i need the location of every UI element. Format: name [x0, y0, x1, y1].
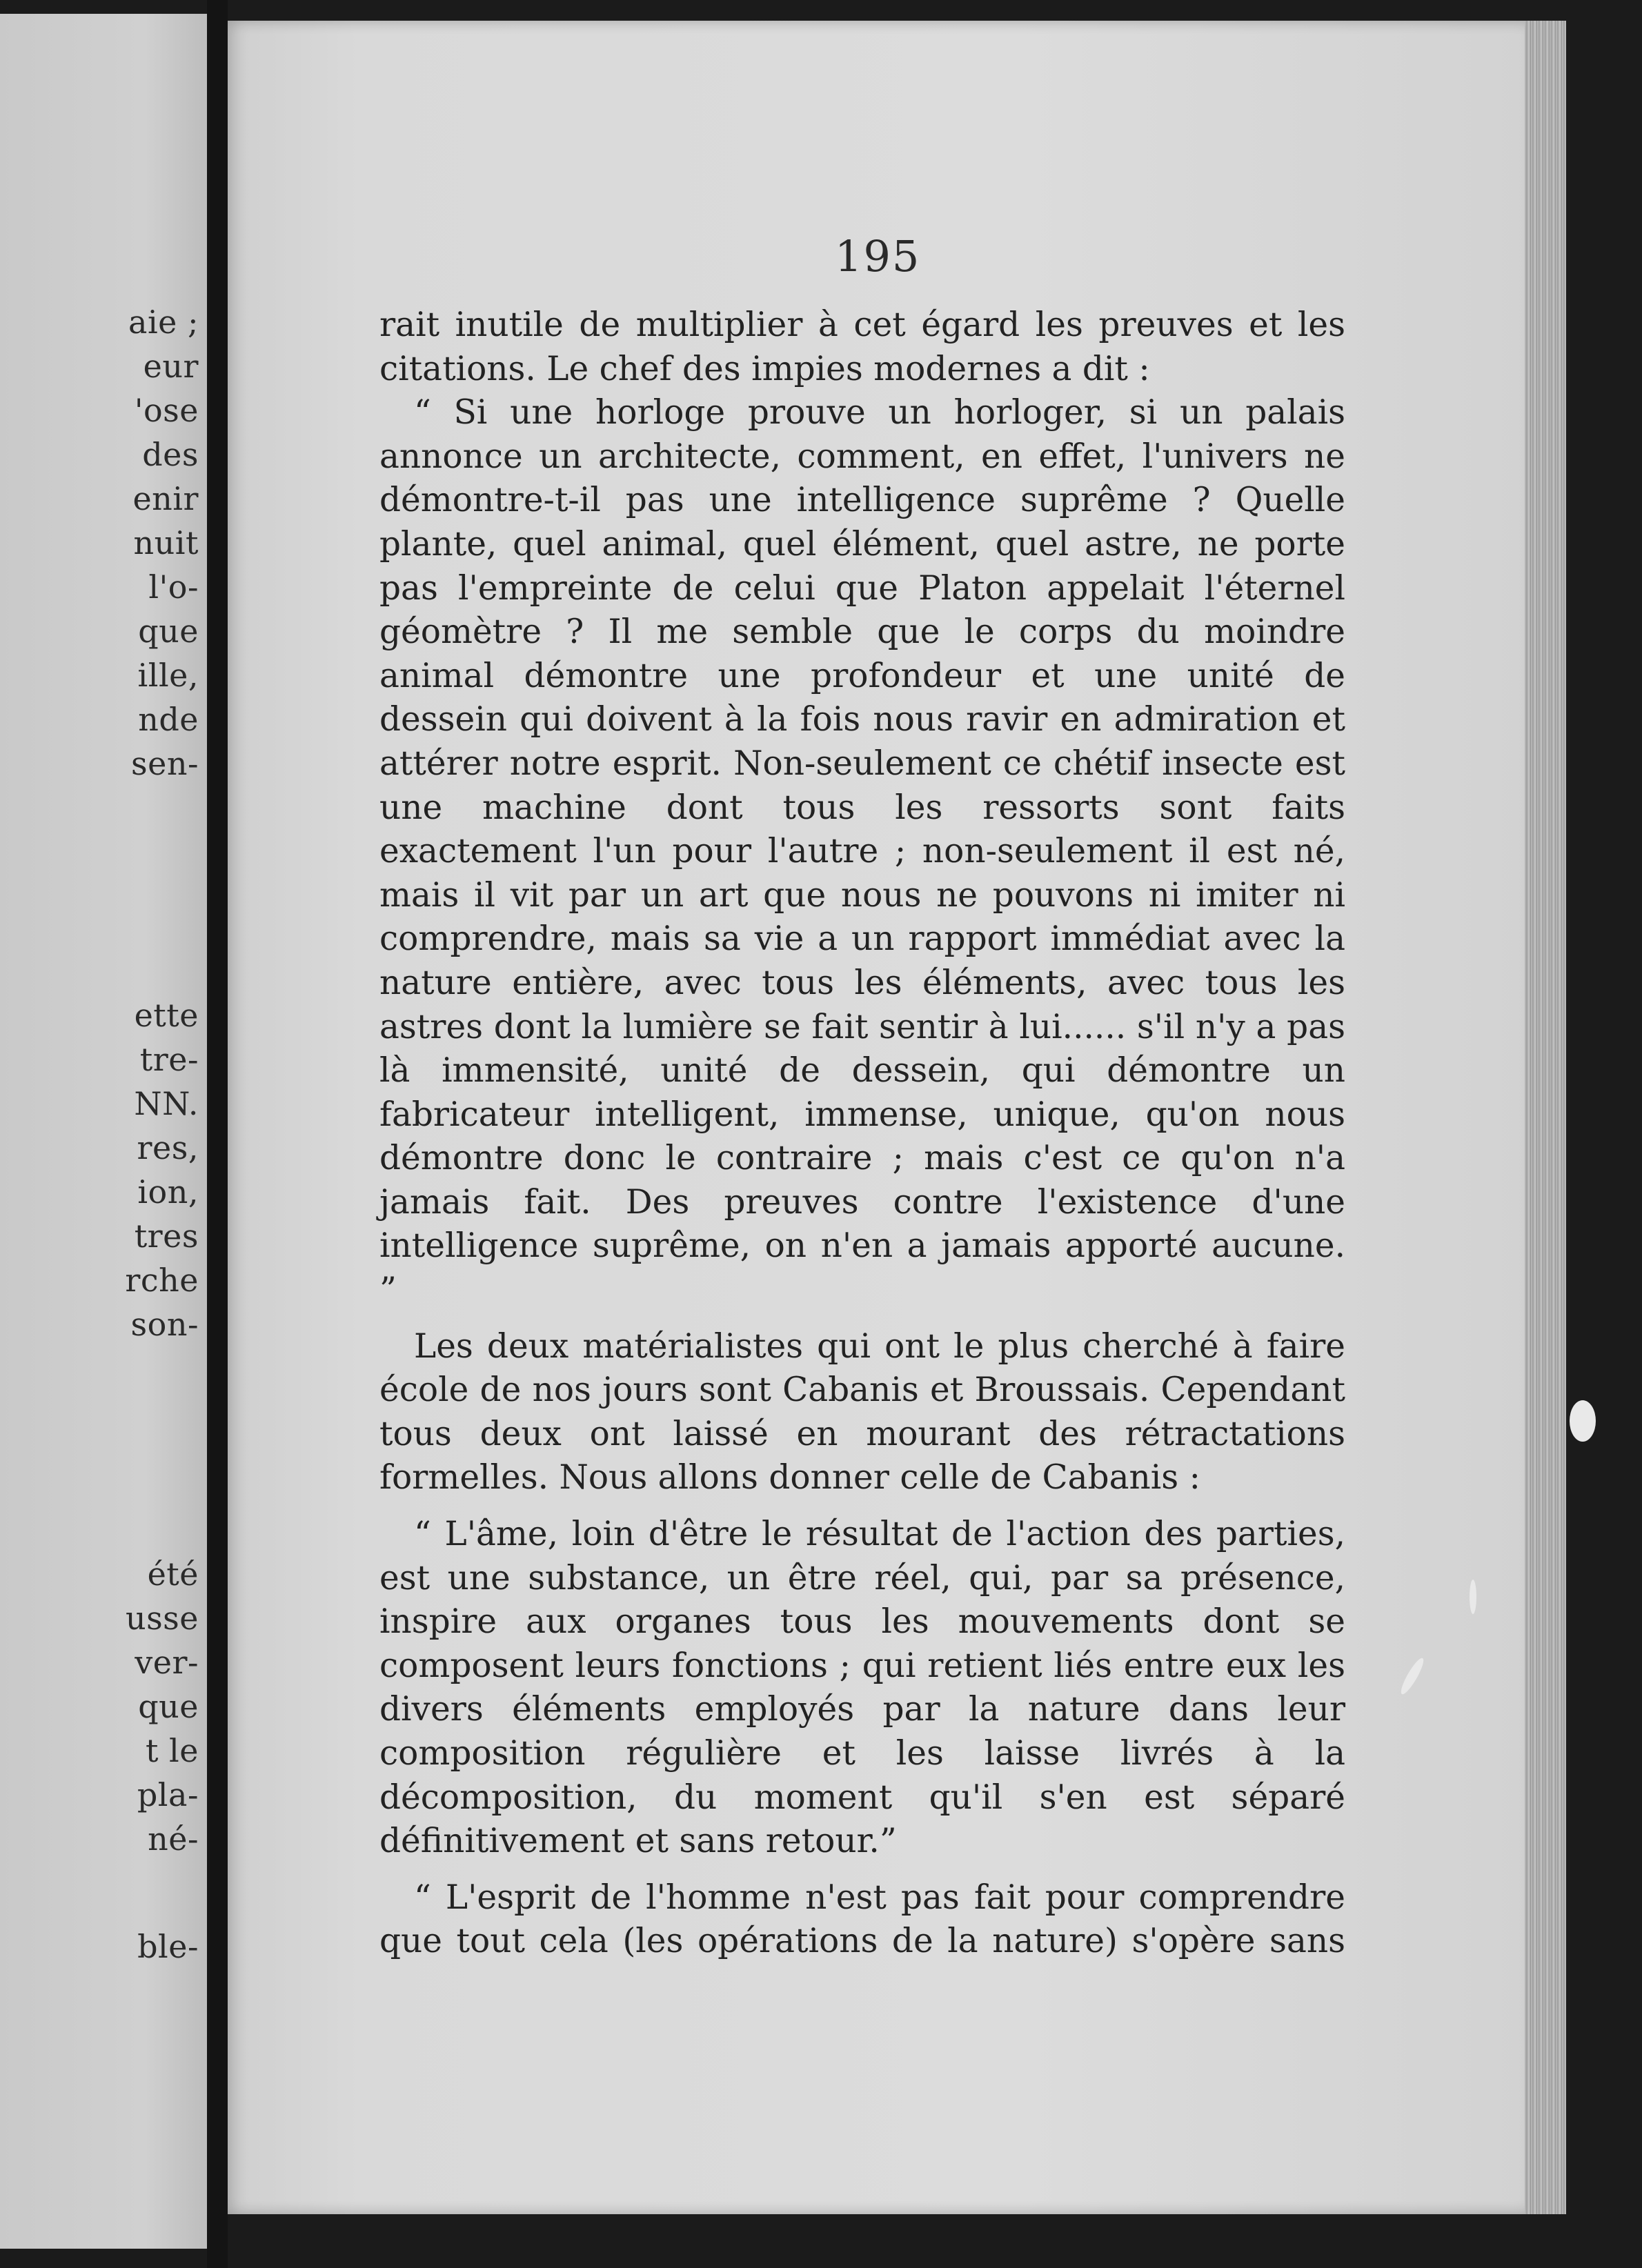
left-line-ending: ver-: [135, 1644, 199, 1681]
left-line-ending: été: [147, 1555, 199, 1593]
scan-speck: [1470, 1580, 1476, 1614]
left-line-ending: né-: [148, 1820, 199, 1858]
left-line-ending: aie ;: [128, 304, 199, 341]
left-line-ending: ble-: [137, 1928, 199, 1965]
left-line-ending: enir: [132, 480, 199, 517]
left-line-ending: son-: [130, 1306, 199, 1343]
left-line-ending: sen-: [131, 745, 199, 782]
book-gutter: [207, 0, 228, 2268]
left-line-ending: res,: [137, 1129, 199, 1166]
paragraph: “ Si une horloge prouve un horloger, si un palais annonce un architecte, comment, en effet, l'univers ne démontre-t-il pas une intelligence suprême ? Quelle plante, quel animal, quel élément, quel astre, ne porte pas l'empreinte de celui que Platon appelait l'éternel géomètre ? Il me semble que le corps du moindre animal démontre une profondeur et une unité de dessein qui doivent à la fois nous ravir en admiration et attérer notre esprit. Non-seulement ce chétif insecte est une machine dont tous les ressorts sont faits exactement l'un pour l'autre ; non-seulement il est né, mais il vit par un art que nous ne pouvons ni imiter ni comprendre, mais sa vie a un rapport immédiat avec la nature entière, avec tous les éléments, avec tous les astres dont la lumière se fait sentir à lui...... s'il n'y a pas là immensité, unité de dessein, qui démontre un fabricateur intelligent, immense, unique, qu'on nous démontre donc le contraire ; mais c'est ce qu'on n'a jamais fait. Des preuves contre l'existence d'une intelligence suprême, on n'en a jamais apporté aucune. ”: [379, 393, 1345, 1310]
left-line-ending: eur: [143, 348, 199, 385]
left-line-ending: que: [138, 1688, 199, 1725]
left-line-ending: nuit: [133, 524, 199, 561]
left-line-ending: usse: [125, 1600, 199, 1637]
left-line-ending: NN.: [134, 1085, 199, 1122]
left-line-ending: rche: [125, 1262, 199, 1299]
paragraph: rait inutile de multiplier à cet égard les preuves et les citations. Le chef des impies modernes a dit :: [379, 306, 1345, 388]
paragraph: “ L'âme, loin d'être le résultat de l'action des parties, est une substance, un être réel, qui, par sa présence, inspire aux organes tous les mouvements dont se composent leurs fonctions ; qui retient liés entre eux les divers éléments employés par la nature dans leur composition régulière et les laisse livrés à la décomposition, du moment qu'il s'en est séparé définitivement et sans retour.”: [379, 1515, 1345, 1861]
paragraph: “ L'esprit de l'homme n'est pas fait pour comprendre que tout cela (les opérations de la nature) s'opère sans: [379, 1878, 1345, 1961]
page-body: [379, 304, 1345, 1964]
left-line-ending: tre-: [139, 1041, 199, 1078]
left-line-ending: tres: [134, 1217, 199, 1255]
left-line-ending: ette: [134, 997, 199, 1034]
left-line-ending: des: [142, 436, 199, 473]
left-line-ending: t le: [145, 1732, 199, 1769]
page-edges: [1525, 21, 1566, 2214]
left-line-ending: l'o-: [148, 568, 199, 606]
left-line-ending: ion,: [137, 1173, 199, 1211]
left-line-ending: nde: [138, 701, 199, 738]
page-number: 195: [835, 231, 921, 281]
left-facing-page: [0, 14, 207, 2249]
scan-speck: [1570, 1400, 1596, 1442]
paragraph: Les deux matérialistes qui ont le plus cherché à faire école de nos jours sont Cabanis et Broussais. Cependant tous deux ont laissé en mourant des rétractations formelles. Nous allons donner celle de Cabanis :: [379, 1326, 1345, 1498]
left-line-ending: pla-: [137, 1776, 199, 1813]
left-line-ending: 'ose: [134, 392, 199, 429]
left-line-ending: ille,: [137, 657, 199, 694]
left-line-ending: que: [138, 613, 199, 650]
